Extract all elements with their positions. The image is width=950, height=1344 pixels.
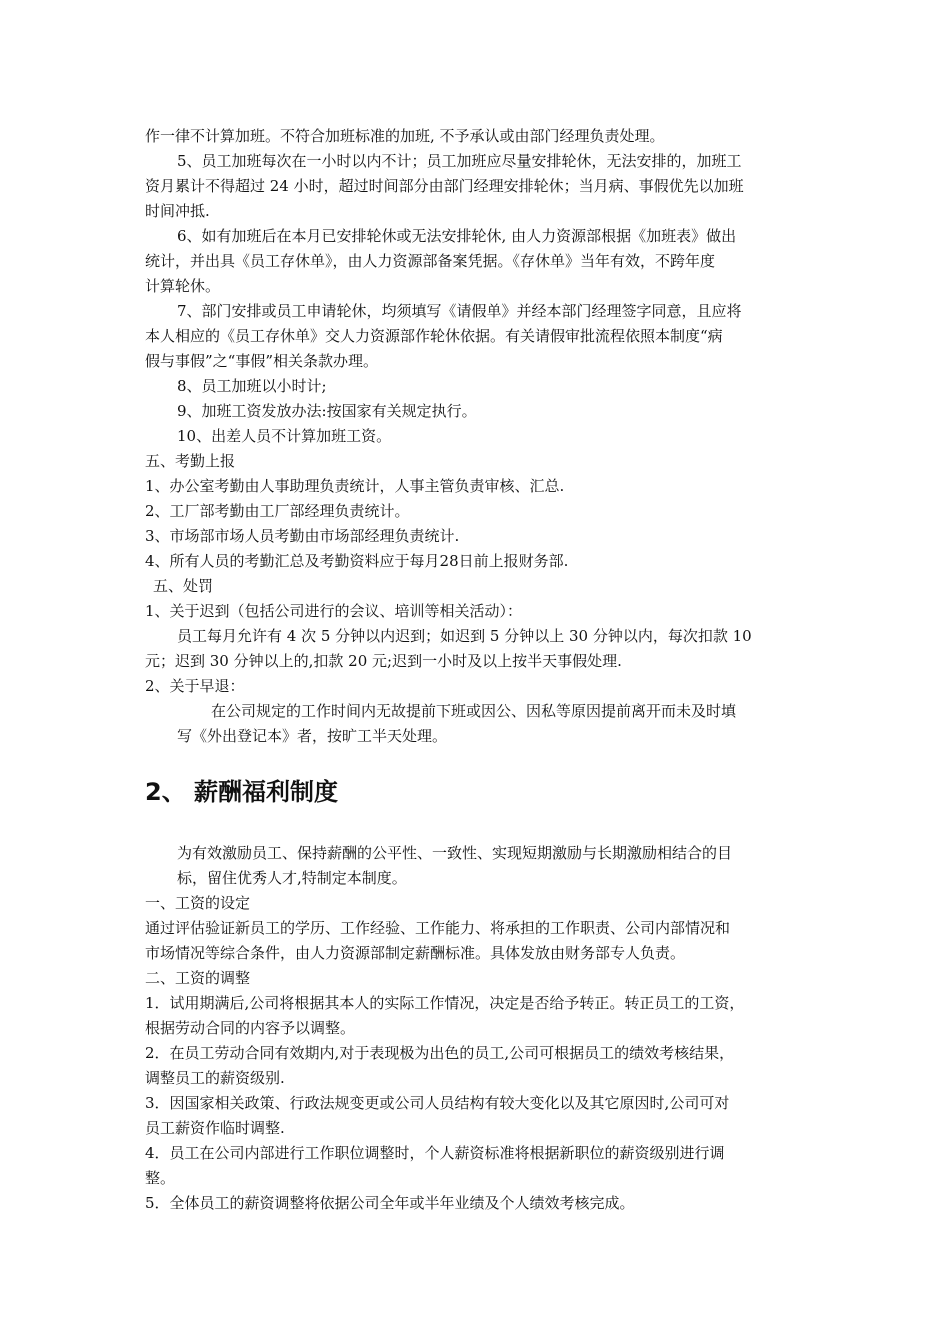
list-item-8: 8、员工加班以小时计; bbox=[177, 377, 327, 395]
list-item: 2、工厂部考勤由工厂部经理负责统计。 bbox=[145, 502, 410, 520]
paragraph-line: 在公司规定的工作时间内无故提前下班或因公、因私等原因提前离开而未及时填 bbox=[211, 702, 737, 720]
paragraph-line: 整。 bbox=[145, 1169, 176, 1187]
section-title-attendance-report: 五、考勤上报 bbox=[145, 452, 236, 470]
list-item-6: 6、如有加班后在本月已安排轮休或无法安排轮休, 由人力资源部根据《加班表》做出 bbox=[177, 227, 737, 245]
list-item: 5．全体员工的薪资调整将依据公司全年或半年业绩及个人绩效考核完成。 bbox=[145, 1194, 635, 1212]
list-item: 3、市场部市场人员考勤由市场部经理负责统计. bbox=[145, 527, 460, 545]
paragraph-line: 标，留住优秀人才,特制定本制度。 bbox=[177, 869, 407, 887]
paragraph-line: 元；迟到 30 分钟以上的,扣款 20 元;迟到一小时及以上按半天事假处理. bbox=[145, 652, 622, 670]
paragraph-line: 计算轮休。 bbox=[145, 277, 221, 295]
section-heading-salary-welfare: 2、 薪酬福利制度 bbox=[145, 778, 339, 806]
list-item: 4．员工在公司内部进行工作职位调整时，个人薪资标准将根据新职位的薪资级别进行调 bbox=[145, 1144, 725, 1162]
list-item-7: 7、部门安排或员工申请轮休，均须填写《请假单》并经本部门经理签字同意，且应将 bbox=[177, 302, 742, 320]
paragraph-line: 资月累计不得超过 24 小时，超过时间部分由部门经理安排轮休；当月病、事假优先以加班 bbox=[145, 177, 744, 195]
section-title-salary-setting: 一、工资的设定 bbox=[145, 894, 251, 912]
paragraph-line: 市场情况等综合条件，由人力资源部制定薪酬标准。具体发放由财务部专人负责。 bbox=[145, 944, 686, 962]
list-item: 1、关于迟到（包括公司进行的会议、培训等相关活动）： bbox=[145, 602, 523, 620]
paragraph-line: 作一律不计算加班。不符合加班标准的加班, 不予承认或由部门经理负责处理。 bbox=[145, 127, 665, 145]
paragraph-line: 调整员工的薪资级别. bbox=[145, 1069, 285, 1087]
paragraph-line: 根据劳动合同的内容予以调整。 bbox=[145, 1019, 356, 1037]
section-title-salary-adjustment: 二、工资的调整 bbox=[145, 969, 251, 987]
list-item: 2、关于早退： bbox=[145, 677, 245, 695]
section-title-penalty: 五、处罚 bbox=[153, 577, 214, 595]
list-item: 1、办公室考勤由人事助理负责统计，人事主管负责审核、汇总. bbox=[145, 477, 565, 495]
paragraph-line: 员工薪资作临时调整. bbox=[145, 1119, 285, 1137]
list-item-5: 5、员工加班每次在一小时以内不计；员工加班应尽量安排轮休，无法安排的，加班工 bbox=[177, 152, 742, 170]
list-item: 4、所有人员的考勤汇总及考勤资料应于每月28日前上报财务部. bbox=[145, 552, 569, 570]
paragraph-line: 时间冲抵. bbox=[145, 202, 210, 220]
paragraph-line: 通过评估验证新员工的学历、工作经验、工作能力、将承担的工作职责、公司内部情况和 bbox=[145, 919, 731, 937]
list-item-10: 10、出差人员不计算加班工资。 bbox=[177, 427, 392, 445]
paragraph-line: 本人相应的《员工存休单》交人力资源部作轮休依据。有关请假审批流程依照本制度“病 bbox=[145, 327, 723, 345]
paragraph-line: 假与事假”之“事假”相关条款办理。 bbox=[145, 352, 379, 370]
paragraph-line: 写《外出登记本》者，按旷工半天处理。 bbox=[177, 727, 448, 745]
paragraph-line: 为有效激励员工、保持薪酬的公平性、一致性、实现短期激励与长期激励相结合的目 bbox=[177, 844, 733, 862]
paragraph-line: 员工每月允许有 4 次 5 分钟以内迟到；如迟到 5 分钟以上 30 分钟以内，每次扣款 10 bbox=[177, 627, 752, 645]
list-item: 3．因国家相关政策、行政法规变更或公司人员结构有较大变化以及其它原因时,公司可对 bbox=[145, 1094, 730, 1112]
paragraph-line: 统计，并出具《员工存休单》，由人力资源部备案凭据。《存休单》当年有效，不跨年度 bbox=[145, 252, 716, 270]
list-item-9: 9、加班工资发放办法:按国家有关规定执行。 bbox=[177, 402, 477, 420]
list-item: 1．试用期满后,公司将根据其本人的实际工作情况，决定是否给予转正。转正员工的工资， bbox=[145, 994, 745, 1012]
list-item: 2．在员工劳动合同有效期内,对于表现极为出色的员工,公司可根据员工的绩效考核结果， bbox=[145, 1044, 735, 1062]
